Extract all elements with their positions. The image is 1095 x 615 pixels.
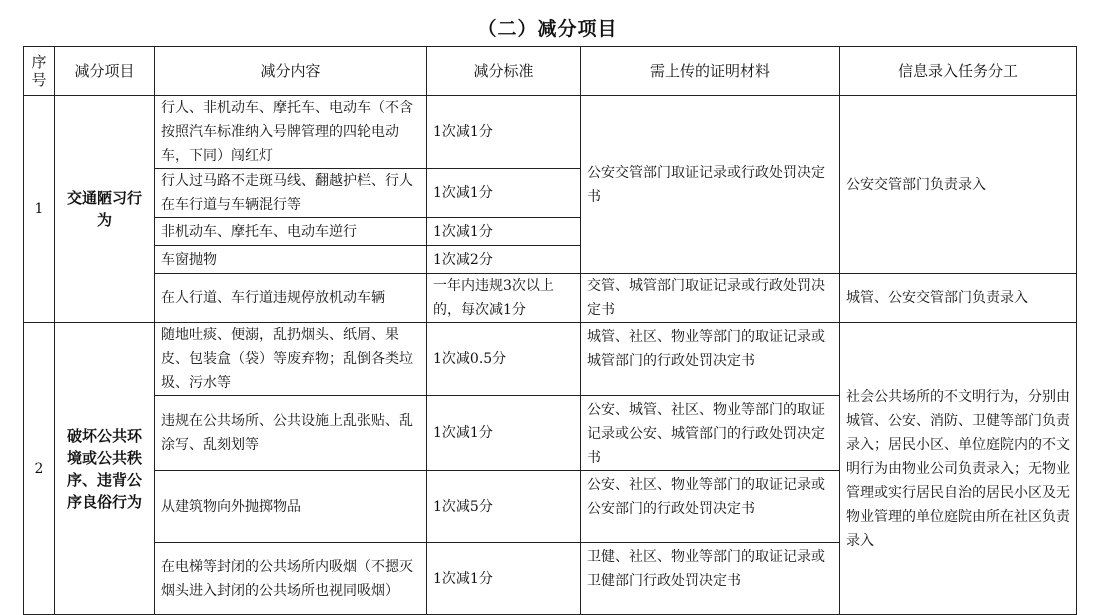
content-cell: 非机动车、摩托车、电动车逆行: [155, 218, 427, 246]
content-cell: 在电梯等封闭的公共场所内吸烟（不摁灭烟头进入封闭的公共场所也视同吸烟）: [155, 543, 427, 615]
standard-cell: 1次减1分: [427, 218, 581, 246]
row-number: 1: [24, 96, 55, 323]
document-cell: 城管、社区、物业等部门的取证记录或城管部门的行政处罚决定书: [581, 323, 840, 396]
standard-cell: 1次减2分: [427, 246, 581, 274]
section-title: （二）减分项目: [477, 18, 618, 40]
standard-cell: 1次减1分: [427, 169, 581, 218]
standard-cell: 1次减1分: [427, 96, 581, 169]
deduction-table: [23, 46, 1077, 615]
content-cell: 从建筑物向外抛掷物品: [155, 471, 427, 543]
standard-cell: 1次减1分: [427, 543, 581, 615]
header-documents: 需上传的证明材料: [581, 47, 840, 96]
category-cell: 破坏公共环境或公共秩序、违背公序良俗行为: [55, 323, 155, 615]
header-row: [24, 47, 1077, 96]
standard-cell: 1次减0.5分: [427, 323, 581, 396]
content-cell: 违规在公共场所、公共设施上乱张贴、乱涂写、乱刻划等: [155, 396, 427, 471]
row-number: 2: [24, 323, 55, 615]
document-cell: 交管、城管部门取证记录或行政处罚决定书: [581, 274, 840, 323]
standard-cell: 一年内违规3次以上的，每次减1分: [427, 274, 581, 323]
document-cell: 公安、社区、物业等部门的取证记录或公安部门的行政处罚决定书: [581, 471, 840, 543]
table-row: [24, 96, 1077, 169]
header-duty: 信息录入任务分工: [840, 47, 1077, 96]
document-cell: 卫健、社区、物业等部门的取证记录或卫健部门行政处罚决定书: [581, 543, 840, 615]
header-standard: 减分标准: [427, 47, 581, 96]
table-row: [24, 323, 1077, 396]
duty-cell: 城管、公安交管部门负责录入: [840, 274, 1077, 323]
duty-cell: 社会公共场所的不文明行为，分别由城管、公安、消防、卫健等部门负责录入；居民小区、单位庭院内的不文明行为由物业公司负责录入；无物业管理或实行居民自治的居民小区及无物业管理的单位庭院由所在社区负责录入: [840, 323, 1077, 615]
table-row: [24, 274, 1077, 323]
header-no: 序号: [24, 47, 55, 96]
content-cell: 随地吐痰、便溺，乱扔烟头、纸屑、果皮、包装盒（袋）等废弃物；乱倒各类垃圾、污水等: [155, 323, 427, 396]
document-cell: 公安交管部门取证记录或行政处罚决定书: [581, 96, 840, 274]
duty-cell: 公安交管部门负责录入: [840, 96, 1077, 274]
category-cell: 交通陋习行为: [55, 96, 155, 323]
content-cell: 在人行道、车行道违规停放机动车辆: [155, 274, 427, 323]
standard-cell: 1次减5分: [427, 471, 581, 543]
content-cell: 车窗抛物: [155, 246, 427, 274]
content-cell: 行人过马路不走斑马线、翻越护栏、行人在车行道与车辆混行等: [155, 169, 427, 218]
document-cell: 公安、城管、社区、物业等部门的取证记录或公安、城管部门的行政处罚决定书: [581, 396, 840, 471]
content-cell: 行人、非机动车、摩托车、电动车（不含按照汽车标准纳入号牌管理的四轮电动车，下同）闯红灯: [155, 96, 427, 169]
header-content: 减分内容: [155, 47, 427, 96]
header-category: 减分项目: [55, 47, 155, 96]
standard-cell: 1次减1分: [427, 396, 581, 471]
